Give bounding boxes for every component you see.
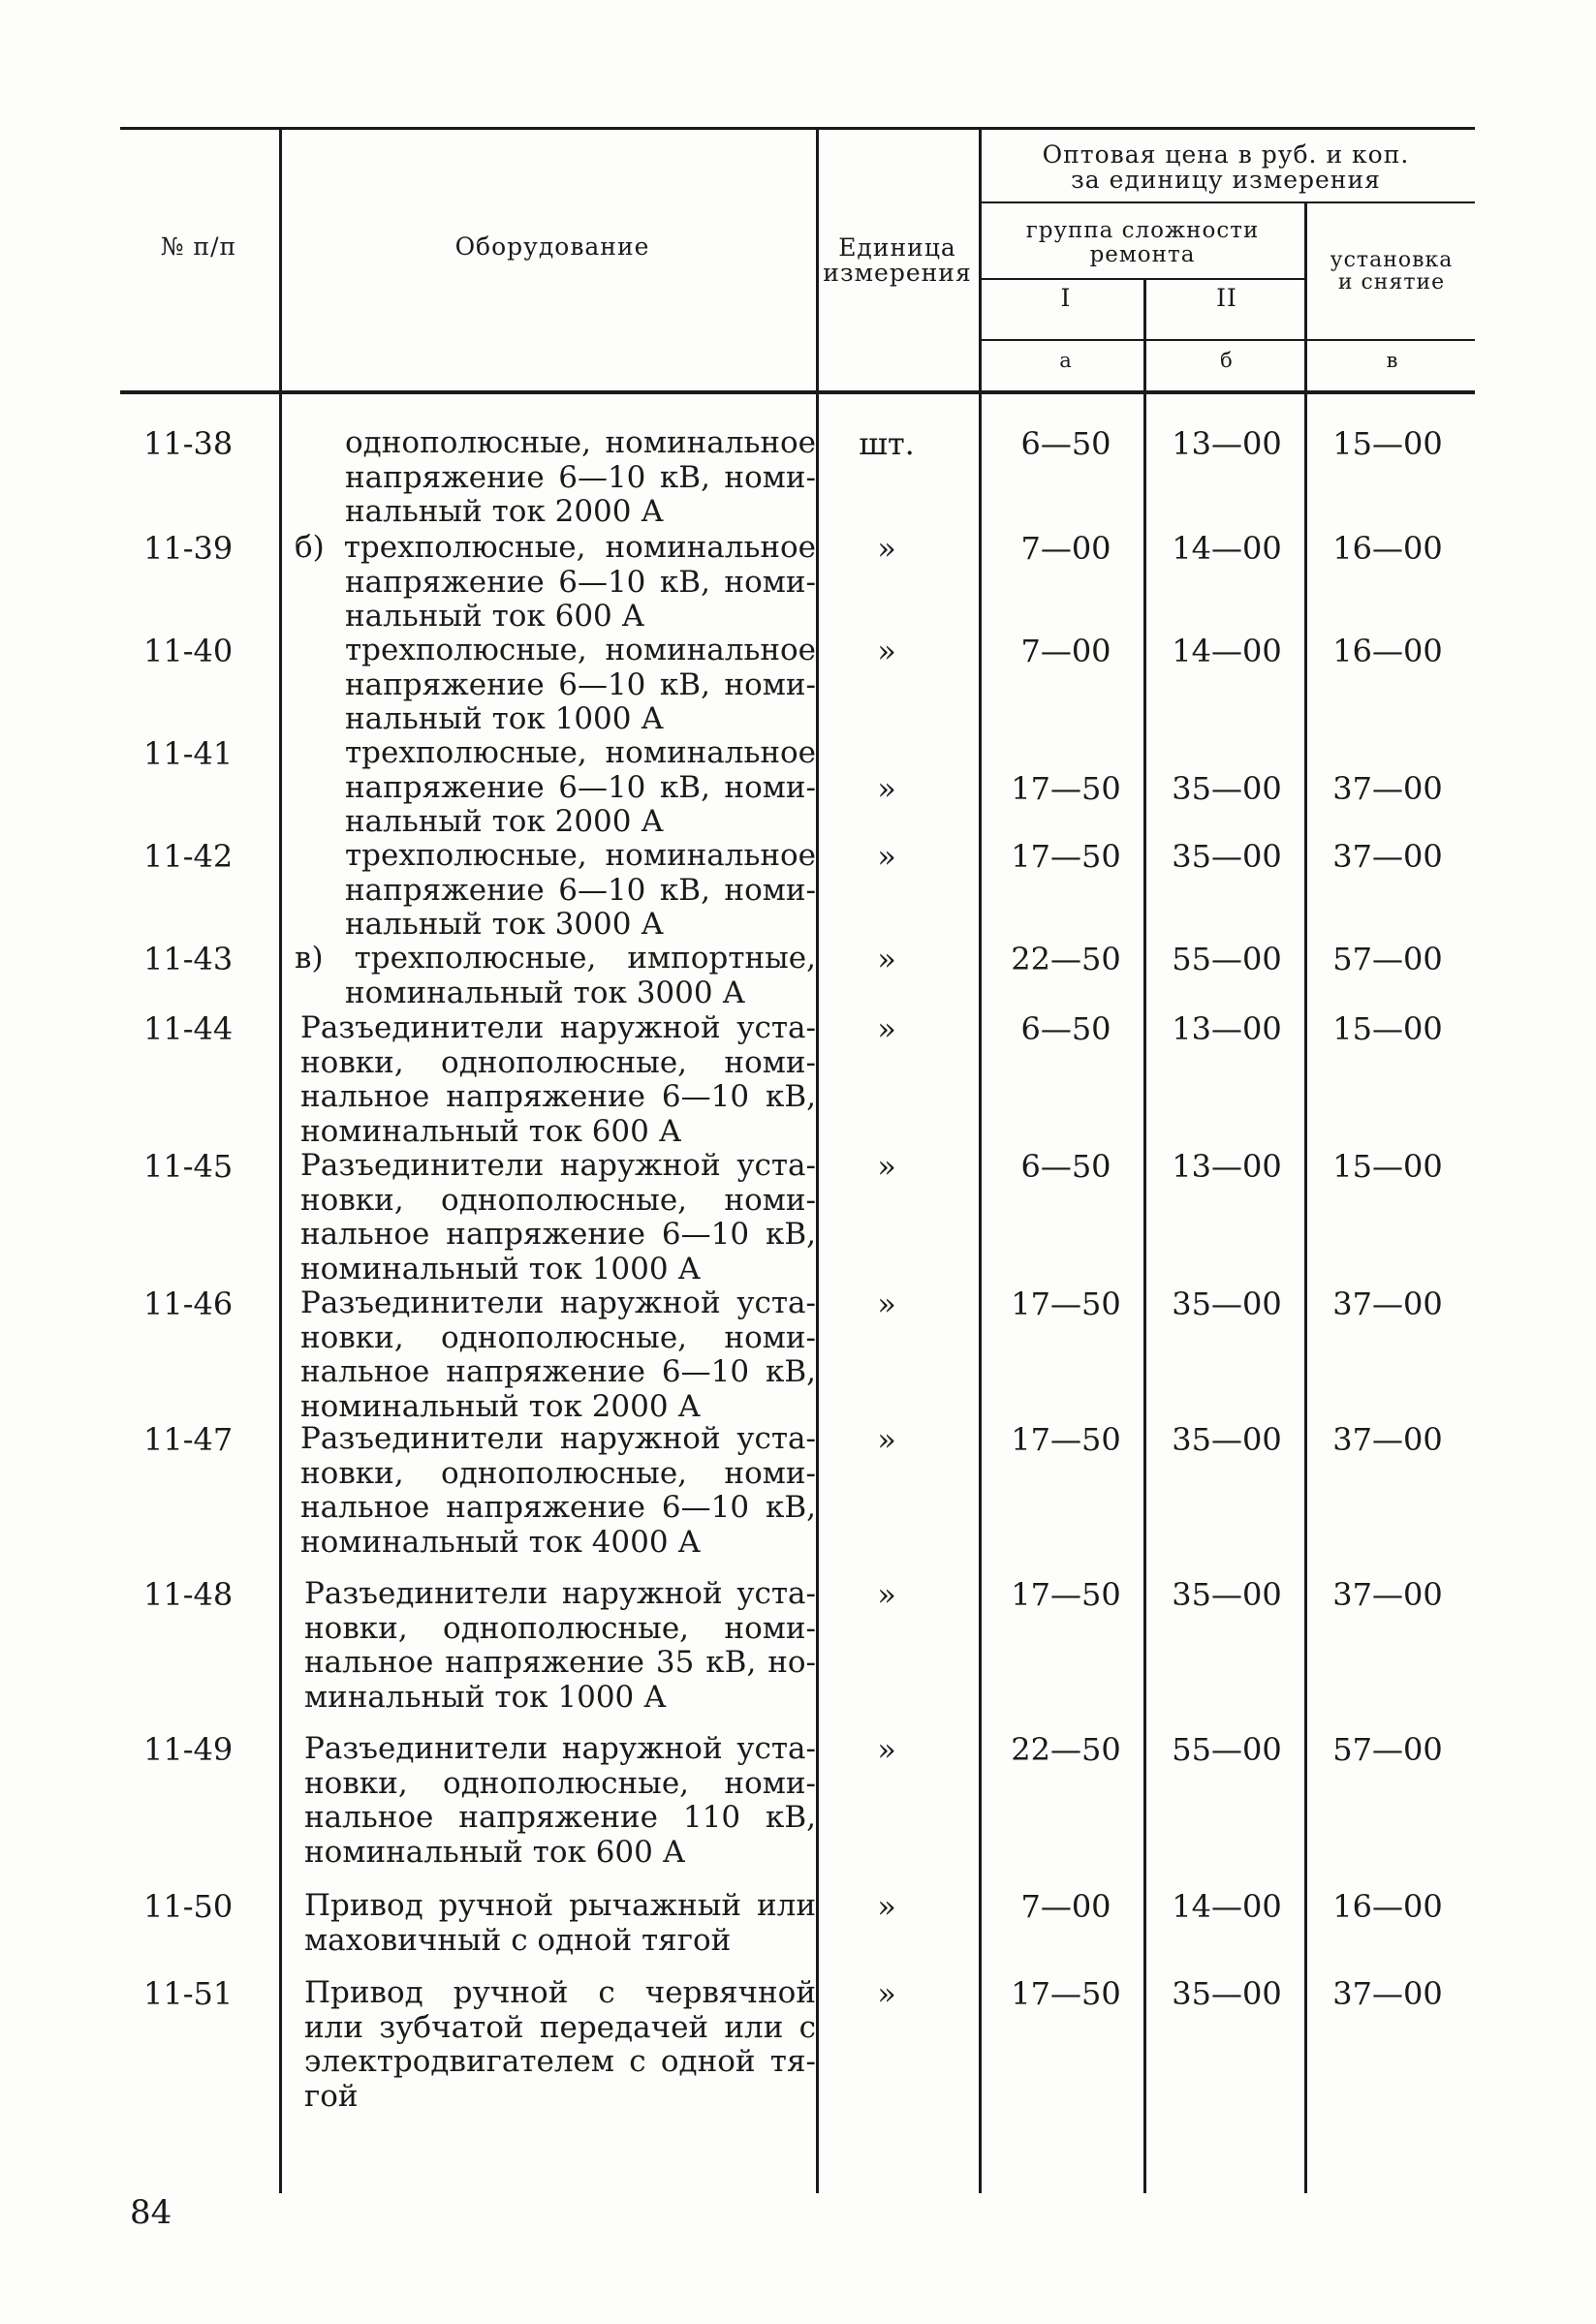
description-line: однополюсные, номинальное [345,425,816,460]
row-price-install: 37—00 [1332,1286,1443,1322]
row-price-group-2: 55—00 [1172,1731,1282,1768]
row-description [304,1732,816,1870]
row-unit: » [877,941,896,977]
description-line: Разъединители наружной уста- [304,1576,816,1611]
description-line: нальное напряжение 6—10 кВ, [300,1490,816,1525]
description-line: маховичный с одной тягой [304,1922,732,1958]
description-line: нальное напряжение 6—10 кВ, [300,1217,816,1252]
header-install-line2: и снятие [1337,270,1446,294]
description-line: Разъединители наружной уста- [300,1148,816,1183]
row-number: 11-46 [143,1286,234,1322]
description-line: Разъединители наружной уста- [300,1421,816,1456]
description-line: нальный ток 1000 А [345,701,664,736]
letters-rule [979,339,1475,341]
row-price-group-2: 13—00 [1172,1010,1282,1047]
row-description [345,426,816,530]
page-number: 84 [130,2193,172,2232]
row-price-install: 57—00 [1332,941,1443,977]
description-line: нальное напряжение 35 кВ, но- [304,1645,816,1680]
description-line: трехполюсные, номинальное [345,838,816,873]
row-price-group-1: 17—50 [1011,1286,1121,1322]
col-divider-3 [979,130,982,2193]
row-price-group-1: 22—50 [1011,1731,1121,1768]
row-unit: шт. [859,425,915,462]
row-unit: » [877,1148,896,1185]
row-price-group-1: 7—00 [1020,530,1111,567]
row-unit: » [877,770,896,807]
row-unit: » [877,633,896,669]
row-number: 11-39 [143,530,234,567]
row-price-group-1: 7—00 [1020,633,1111,669]
description-line: номинальный ток 1000 А [300,1251,701,1286]
description-line: новки, однополюсные, номи- [300,1044,816,1080]
description-line: нальное напряжение 6—10 кВ, [300,1354,816,1389]
row-description [295,531,816,635]
row-price-install: 16—00 [1332,530,1443,567]
row-price-group-1: 17—50 [1011,1576,1121,1613]
header-equipment: Оборудование [454,232,650,261]
description-line: минальный ток 1000 А [304,1679,667,1715]
row-price-group-2: 35—00 [1172,838,1282,875]
row-unit: » [877,1731,896,1768]
row-price-group-2: 14—00 [1172,633,1282,669]
row-number: 11-49 [143,1731,234,1768]
description-line: Разъединители наружной уста- [304,1731,816,1766]
description-line: новки, однополюсные, номи- [304,1765,816,1801]
header-roman-1: I [1060,284,1072,312]
header-unit-line1: Единица [838,233,956,262]
description-line: нальный ток 3000 А [345,907,664,942]
description-line: нальный ток 2000 А [345,804,664,839]
row-price-group-2: 35—00 [1172,1286,1282,1322]
col-divider-2 [816,130,819,2193]
row-price-group-1: 17—50 [1011,1421,1121,1458]
row-number: 11-42 [143,838,234,875]
header-price-line1: Оптовая цена в руб. и коп. [1042,140,1410,169]
row-unit: » [877,1888,896,1925]
header-unit-line2: измерения [823,259,972,287]
description-line: в) трехполюсные, импортные, [295,941,816,976]
row-price-install: 37—00 [1332,1421,1443,1458]
row-number: 11-48 [143,1576,234,1613]
row-unit: » [877,1010,896,1047]
row-price-group-1: 17—50 [1011,770,1121,807]
header-complexity-line1: группа сложности [1025,218,1260,243]
row-description [300,1286,816,1424]
description-line: или зубчатой передачей или с [304,2009,816,2045]
description-line: Разъединители наружной уста- [300,1286,816,1320]
description-line: нальное напряжение 6—10 кВ, [300,1079,816,1114]
description-line: номинальный ток 600 А [304,1834,686,1870]
row-price-install: 15—00 [1332,1148,1443,1185]
row-description [304,1577,816,1715]
description-line: напряжение 6—10 кВ, номи- [345,872,816,908]
col-divider-4 [1143,280,1146,2193]
row-price-group-1: 6—50 [1020,425,1111,462]
description-line: гой [304,2078,359,2114]
row-price-group-2: 14—00 [1172,530,1282,567]
row-description [295,942,816,1010]
table-top-rule [120,127,1475,130]
description-line: номинальный ток 2000 А [300,1388,701,1424]
description-line: новки, однополюсные, номи- [300,1182,816,1218]
row-price-group-2: 35—00 [1172,770,1282,807]
row-number: 11-50 [143,1888,234,1925]
header-install-line1: установка [1330,248,1454,272]
description-line: новки, однополюсные, номи- [300,1455,816,1491]
description-line: нальное напряжение 110 кВ, [304,1800,816,1835]
row-unit: » [877,1286,896,1322]
row-number: 11-41 [143,735,234,772]
row-number: 11-43 [143,941,234,977]
row-price-install: 37—00 [1332,1975,1443,2012]
row-number: 11-40 [143,633,234,669]
header-complexity-line2: ремонта [1089,242,1196,267]
row-description [345,736,816,840]
col-divider-5 [1304,203,1307,2193]
row-price-install: 15—00 [1332,1010,1443,1047]
header-letter-b: б [1220,349,1234,372]
header-num: № п/п [160,232,237,261]
col-divider-1 [279,130,282,2193]
description-line: Привод ручной рычажный или [304,1888,816,1923]
description-line: номинальный ток 4000 А [300,1524,701,1560]
row-price-group-2: 35—00 [1172,1576,1282,1613]
row-description [300,1149,816,1286]
row-description [345,839,816,943]
row-description [300,1011,816,1149]
row-price-group-1: 7—00 [1020,1888,1111,1925]
row-number: 11-45 [143,1148,234,1185]
row-price-group-2: 13—00 [1172,425,1282,462]
description-line: нальный ток 2000 А [345,494,664,529]
row-price-install: 37—00 [1332,1576,1443,1613]
row-price-install: 37—00 [1332,838,1443,875]
description-line: нальный ток 600 А [345,599,645,634]
row-price-install: 15—00 [1332,425,1443,462]
row-price-group-2: 35—00 [1172,1975,1282,2012]
row-number: 11-47 [143,1421,234,1458]
description-line: новки, однополюсные, номи- [300,1319,816,1355]
row-number: 11-38 [143,425,234,462]
row-price-group-1: 17—50 [1011,1975,1121,2012]
row-price-group-2: 13—00 [1172,1148,1282,1185]
description-line: номинальный ток 600 А [300,1113,682,1149]
row-price-group-2: 35—00 [1172,1421,1282,1458]
description-line: Разъединители наружной уста- [300,1010,816,1045]
row-price-install: 16—00 [1332,1888,1443,1925]
description-line: напряжение 6—10 кВ, номи- [345,666,816,702]
description-line: напряжение 6—10 кВ, номи- [345,564,816,600]
row-description [304,1976,816,2114]
row-price-install: 16—00 [1332,633,1443,669]
description-line: новки, однополюсные, номи- [304,1610,816,1646]
description-line: номинальный ток 3000 А [345,975,745,1010]
row-price-group-1: 6—50 [1020,1148,1111,1185]
header-bottom-rule [120,390,1475,394]
header-price-line2: за единицу измерения [1071,166,1381,194]
complexity-rule [979,278,1304,280]
description-line: б) трехполюсные, номинальное [295,530,816,565]
price-group-rule [979,201,1475,203]
header-letter-a: а [1059,349,1073,372]
row-price-group-1: 22—50 [1011,941,1121,977]
row-description [300,1422,816,1560]
row-price-group-1: 17—50 [1011,838,1121,875]
row-unit: » [877,838,896,875]
description-line: трехполюсные, номинальное [345,735,816,770]
row-description [304,1889,816,1958]
row-price-group-1: 6—50 [1020,1010,1111,1047]
header-roman-2: II [1216,284,1237,312]
row-price-install: 57—00 [1332,1731,1443,1768]
row-price-install: 37—00 [1332,770,1443,807]
description-line: напряжение 6—10 кВ, номи- [345,459,816,495]
row-unit: » [877,1421,896,1458]
row-price-group-2: 55—00 [1172,941,1282,977]
row-description [345,634,816,737]
row-number: 11-51 [143,1975,234,2012]
description-line: трехполюсные, номинальное [345,633,816,667]
description-line: напряжение 6—10 кВ, номи- [345,769,816,805]
header-letter-v: в [1386,349,1399,372]
description-line: электродвигателем с одной тя- [304,2044,816,2079]
row-price-group-2: 14—00 [1172,1888,1282,1925]
row-unit: » [877,530,896,567]
row-unit: » [877,1975,896,2012]
row-number: 11-44 [143,1010,234,1047]
description-line: Привод ручной с червячной [304,1975,816,2010]
row-unit: » [877,1576,896,1613]
